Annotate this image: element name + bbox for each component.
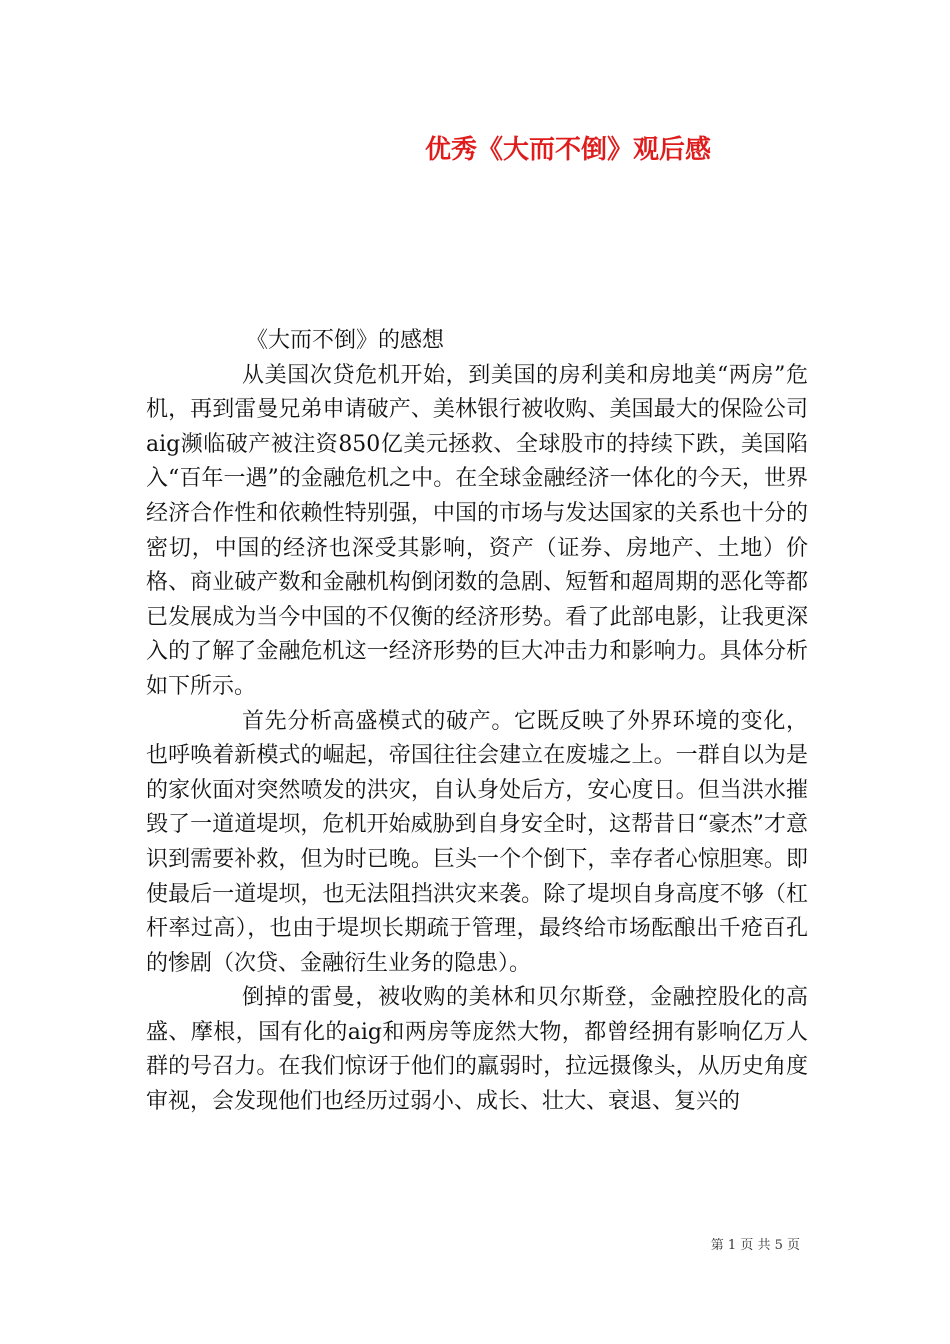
paragraph: 倒掉的雷曼，被收购的美林和贝尔斯登，金融控股化的高盛、摩根，国有化的aig和两房等庞然大物，都曾经拥有影响亿万人群的号召力。在我们惊讶于他们的羸弱时，拉远摄像头，从历史角度审视，会发现他们也经历过弱小、成长、壮大、衰退、复兴的 — [146, 985, 808, 1115]
paragraph: 首先分析高盛模式的破产。它既反映了外界环境的变化，也呼唤着新模式的崛起，帝国往往会建立在废墟之上。一群自以为是的家伙面对突然喷发的洪灾，自认身处后方，安心度日。但当洪水摧毁了一道道堤坝，危机开始威胁到自身安全时，这帮昔日“豪杰”才意识到需要补救，但为时已晚。巨头一个个倒下，幸存者心惊胆寒。即使最后一道堤坝，也无法阻挡洪灾来袭。除了堤坝自身高度不够（杠杆率过高），也由于堤坝长期疏于管理，最终给市场酝酿出千疮百孔的惨剧（次贷、金融衍生业务的隐患）。 — [146, 708, 808, 976]
paragraph: 从美国次贷危机开始，到美国的房利美和房地美“两房”危机，再到雷曼兄弟申请破产、美林银行被收购、美国最大的保险公司aig濒临破产被注资850亿美元拯救、全球股市的持续下跌，美国陷入“百年一遇”的金融危机之中。在全球金融经济一体化的今天，世界经济合作性和依赖性特别强，中国的市场与发达国家的关系也十分的密切，中国的经济也深受其影响，资产（证券、房地产、土地）价格、商业破产数和金融机构倒闭数的急剧、短暂和超周期的恶化等都已发展成为当今中国的不仅衡的经济形势。看了此部电影，让我更深入的了解了金融危机这一经济形势的巨大冲击力和影响力。具体分析如下所示。 — [146, 362, 808, 699]
subheading: 《大而不倒》的感想 — [246, 328, 445, 353]
document-title: 优秀《大而不倒》观后感 — [424, 135, 711, 165]
page-number: 第 1 页 共 5 页 — [710, 1238, 800, 1253]
document-body — [146, 324, 808, 1120]
